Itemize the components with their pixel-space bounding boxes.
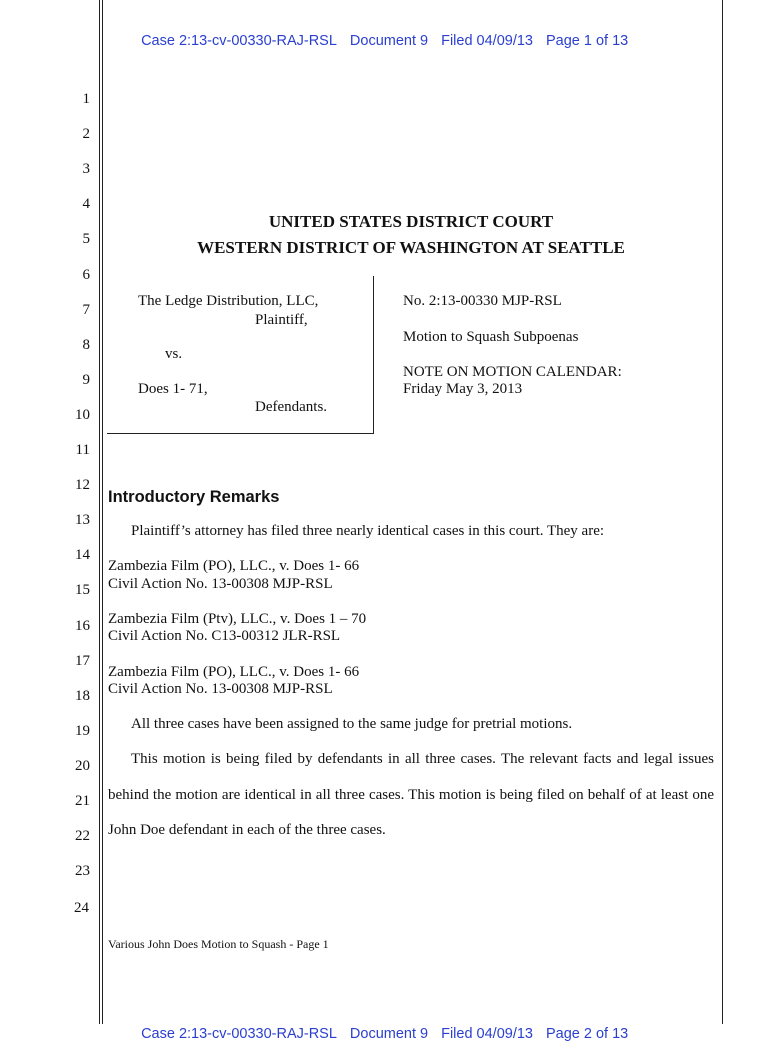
line-number: 18: [75, 687, 90, 704]
line-number: 1: [82, 91, 90, 107]
left-margin-rule-inner: [102, 0, 103, 1024]
ecf-filed-date: Filed 04/09/13: [441, 1026, 533, 1042]
line-number: 5: [82, 231, 90, 248]
line-number: 4: [82, 196, 90, 213]
line-number: 11: [75, 442, 90, 458]
section-heading: Introductory Remarks: [108, 488, 280, 506]
ecf-case-number: Case 2:13-cv-00330-RAJ-RSL: [141, 1026, 337, 1042]
court-name: UNITED STATES DISTRICT COURT: [268, 212, 554, 231]
plaintiff-role: Plaintiff,: [255, 312, 308, 328]
ecf-filed-date: Filed 04/09/13: [441, 33, 533, 49]
ecf-document: Document 9: [349, 33, 429, 49]
case-number: No. 2:13-00330 MJP-RSL: [403, 293, 562, 309]
motion-title: Motion to Squash Subpoenas: [403, 329, 579, 345]
defendant-name: Does 1- 71,: [138, 381, 208, 397]
case-civil-action: Civil Action No. 13-00308 MJP-RSL: [108, 576, 333, 592]
right-margin-rule: [722, 0, 723, 1024]
caption-divider-vertical: [373, 276, 374, 434]
ecf-case-number: Case 2:13-cv-00330-RAJ-RSL: [141, 33, 337, 49]
case-title: Zambezia Film (Ptv), LLC., v. Does 1 – 70: [108, 611, 367, 627]
case-title: Zambezia Film (PO), LLC., v. Does 1- 66: [108, 664, 360, 680]
ecf-header: [133, 17, 641, 49]
note-on-motion-label: NOTE ON MOTION CALENDAR:: [403, 364, 622, 380]
motion-paragraph-line: John Doe defendant in each of the three cases.: [108, 822, 386, 838]
line-number: 23: [75, 863, 90, 880]
left-margin-rule: [99, 0, 100, 1024]
line-number: 22: [75, 828, 90, 845]
line-number: 10: [75, 406, 90, 423]
line-number: 15: [75, 582, 90, 599]
caption-divider-horizontal: [107, 433, 374, 434]
line-number: 17: [75, 652, 90, 669]
ecf-document: Document 9: [349, 1026, 429, 1042]
line-number: 14: [75, 547, 90, 564]
line-number: 2: [82, 126, 90, 143]
line-number: 24: [74, 900, 89, 916]
case-civil-action: Civil Action No. 13-00308 MJP-RSL: [108, 681, 333, 697]
motion-paragraph-line: behind the motion are identical in all three cases. This motion is being filed on behalf of at least one: [108, 787, 714, 803]
line-number: 16: [75, 617, 90, 634]
ecf-page: Page 2 of 13: [546, 1026, 629, 1042]
motion-paragraph-line: This motion is being filed by defendants in all three cases. The relevant facts and legal issues: [131, 751, 714, 767]
line-number: 3: [82, 161, 90, 178]
defendant-role: Defendants.: [255, 399, 328, 415]
line-number: 9: [82, 371, 90, 388]
line-number: 6: [82, 266, 90, 283]
versus: vs.: [165, 346, 183, 362]
page-footer: Various John Does Motion to Squash - Page 1: [108, 937, 329, 951]
line-number: 7: [82, 301, 90, 318]
intro-paragraph: Plaintiff’s attorney has filed three nearly identical cases in this court. They are:: [131, 523, 605, 539]
line-number: 20: [75, 757, 90, 774]
case-civil-action: Civil Action No. C13-00312 JLR-RSL: [108, 628, 341, 644]
line-number: 13: [75, 512, 90, 529]
next-page-ecf-header: [133, 1010, 641, 1042]
line-number: 8: [82, 336, 90, 353]
note-on-motion-date: Friday May 3, 2013: [403, 381, 523, 397]
plaintiff-name: The Ledge Distribution, LLC,: [138, 293, 319, 309]
case-title: Zambezia Film (PO), LLC., v. Does 1- 66: [108, 558, 360, 574]
line-number: 19: [75, 722, 90, 739]
court-district: WESTERN DISTRICT OF WASHINGTON AT SEATTLE: [197, 238, 625, 257]
ecf-page: Page 1 of 13: [546, 33, 629, 49]
line-number: 12: [75, 477, 90, 494]
line-number: 21: [75, 793, 90, 809]
assigned-paragraph: All three cases have been assigned to the same judge for pretrial motions.: [131, 716, 573, 732]
